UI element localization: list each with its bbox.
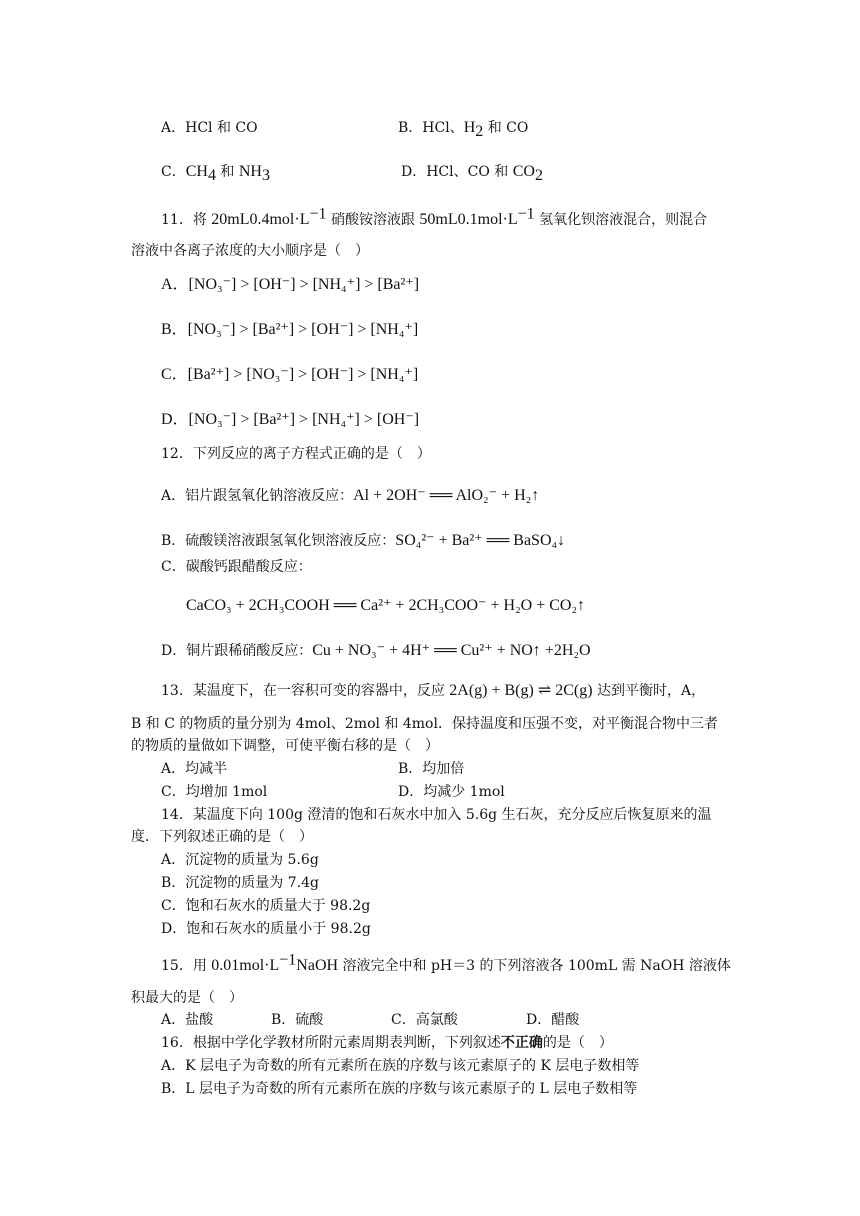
- q10-option-a: A．HCl 和 CO: [161, 120, 258, 136]
- q12-option-c: C．碳酸钙跟醋酸反应：: [161, 559, 312, 575]
- q11-option-b: B．[NO₃⁻] > [Ba²⁺] > [OH⁻] > [NH₄⁺]: [161, 321, 419, 338]
- q12-stem: 12．下列反应的离子方程式正确的是（ ）: [161, 446, 431, 462]
- q16-option-a: A．K 层电子为奇数的所有元素所在族的序数与该元素原子的 K 层电子数相等: [161, 1058, 640, 1074]
- q13-stem-line2: B 和 C 的物质的量分别为 4mol、2mol 和 4mol．保持温度和压强不变，对平衡混合物中三者: [131, 716, 718, 732]
- q11-stem-line2: 溶液中各离子浓度的大小顺序是（ ）: [131, 243, 369, 259]
- q11-option-a: A．[NO₃⁻] > [OH⁻] > [NH₄⁺] > [Ba²⁺]: [161, 276, 420, 293]
- q16-stem: 16．根据中学化学教材所附元素周期表判断，下列叙述不正确的是（ ）: [161, 1035, 613, 1051]
- q15-stem-line2: 积最大的是（ ）: [131, 990, 243, 1006]
- q14-option-b: B．沉淀物的质量为 7.4g: [161, 875, 319, 891]
- q10-option-c: C．$CH_4$ 和 $NH_3$: [161, 163, 270, 184]
- q14-option-c: C．饱和石灰水的质量大于 98.2g: [161, 898, 371, 914]
- q12-option-b: B．硫酸镁溶液跟氢氧化钡溶液反应：SO₄²⁻ + Ba²⁺ ══ BaSO₄↓: [161, 532, 566, 549]
- q11-option-c: C．[Ba²⁺] > [NO₃⁻] > [OH⁻] > [NH₄⁺]: [161, 366, 419, 383]
- q14-stem-line2: 度．下列叙述正确的是（ ）: [131, 829, 313, 845]
- q14-option-a: A．沉淀物的质量为 5.6g: [161, 852, 319, 868]
- q11-stem-line1: 11．将 $20mL0.4mol\cdot L^{-1}$ 硝酸铵溶液跟 $50mL0.1mol\cdot L^{-1}$ 氢氧化钡溶液混合，则混合: [161, 205, 708, 228]
- q10-option-d: D．HCl、CO 和 $CO_2$: [401, 163, 543, 184]
- q13-stem-line1: 13．某温度下，在一容积可变的容器中，反应 2A(g) + B(g) ⇌ 2C(g) 达到平衡时，A，: [161, 682, 706, 699]
- q15-option-d: D．醋酸: [526, 1012, 580, 1028]
- q13-option-d: D．均减少 1mol: [398, 784, 505, 800]
- q14-stem-line1: 14．某温度下向 100g 澄清的饱和石灰水中加入 5.6g 生石灰，充分反应后恢复原来的温: [161, 807, 712, 823]
- q15-option-c: C．高氯酸: [391, 1012, 458, 1028]
- q12-option-a: A．铝片跟氢氧化钠溶液反应：Al + 2OH⁻ ══ AlO₂⁻ + H₂↑: [161, 487, 540, 504]
- q16-option-b: B．L 层电子为奇数的所有元素所在族的序数与该元素原子的 L 层电子数相等: [161, 1081, 638, 1097]
- q12-option-c-equation: CaCO₃ + 2CH₃COOH ══ Ca²⁺ + 2CH₃COO⁻ + H₂O + CO₂↑: [186, 597, 586, 614]
- q15-option-a: A．盐酸: [161, 1012, 214, 1028]
- q14-option-d: D．饱和石灰水的质量小于 98.2g: [161, 921, 371, 937]
- q13-option-c: C．均增加 1mol: [161, 784, 268, 800]
- q10-option-b: B．HCl、$H_2$ 和 CO: [398, 119, 529, 140]
- q11-option-d: D．[NO₃⁻] > [Ba²⁺] > [NH₄⁺] > [OH⁻]: [161, 411, 420, 428]
- q13-option-b: B．均加倍: [398, 761, 465, 777]
- q13-option-a: A．均减半: [161, 761, 228, 777]
- q12-option-d: D．铜片跟稀硝酸反应：Cu + NO₃⁻ + 4H⁺ ══ Cu²⁺ + NO↑ +2H₂O: [161, 642, 591, 659]
- q15-stem-line1: 15．用 $0.01mol\cdot L^{-1}NaOH$ 溶液完全中和 pH＝3 的下列溶液各 100mL 需 NaOH 溶液体: [161, 951, 731, 974]
- q13-stem-line3: 的物质的量做如下调整，可使平衡右移的是（ ）: [131, 738, 439, 754]
- q15-option-b: B．硫酸: [271, 1012, 324, 1028]
